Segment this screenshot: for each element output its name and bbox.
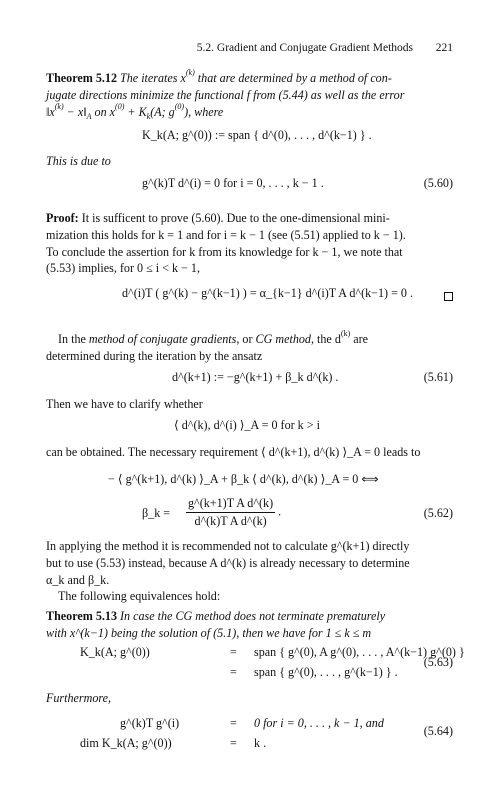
theorem-label: Theorem 5.12 [46,71,117,85]
theorem-text: The iterates $x^{(k)}$ that are determined by a method of con- [120,68,392,85]
clarify-line: Then we have to clarify whether [46,397,203,411]
running-title: 5.2. Gradient and Conjugate Gradient Methods [196,42,413,54]
fraction-beta: $\frac{\text{g\textasciicircum{}(k+1)T A d\textasciicircum{}(k)}}{\text{d\textasciicircum{}(k)T A d\textasciicircum{}(k)}}$ [188,496,274,528]
cg-intro: In the method of conjugate gradients, or CG method, the $d^{(k)}$ are determined during the iteration by the ansatz [46,329,368,363]
furthermore-line: Furthermore, [46,691,112,705]
equation-number: (5.63) [423,655,453,669]
equation-5-60: g^(k)T d^(i) = 0 for i = 0, . . . , k − 1 . (5.60) [142,176,453,190]
page-number: 221 [435,42,453,54]
equation-number: (5.62) [423,506,453,520]
application-paragraph: In applying the method it is recommended not to calculate g^(k+1) directly but to use (5.53) instead, because A d^(k) is already necessary to determine α_k and β_k. The following equivalences hold: [46,539,410,604]
equation-clarify: ⟨ d^(k), d^(i) ⟩_A = 0 for k > i [174,418,320,432]
equation-proof: d^(i)T ( g^(k) − g^(k−1) ) = α_{k−1} d^(i)T A d^(k−1) = 0 . [122,286,414,300]
equation-leads-to: − ⟨ g^(k+1), d^(k) ⟩_A + β_k ⟨ d^(k), d^(k) ⟩_A = 0 ⟺ [108,472,379,486]
theorem-label: Theorem 5.13 [46,609,117,623]
theorem-5-12 [46,70,453,120]
necessary-line: can be obtained. The necessary requirement ⟨ d^(k+1), d^(k) ⟩_A = 0 leads to [46,445,421,459]
proof-label: Proof: [46,211,79,225]
theorem-line-2: jugate directions minimize the functional f from (5.44) as well as the error [46,87,405,102]
theorem-5-13: Theorem 5.13 In case the CG method does not terminate prematurely with x^(k−1) being the solution of (5.1), then we have for 1 ≤ k ≤ m [46,609,386,640]
proof: Proof: It is sufficent to prove (5.60). Due to the one-dimensional mini- mization this holds for k = 1 and for i = k − 1 (see (5.51) applied to k − 1). To conclude the assertion for k from its knowledge for k − 1, we note that (5.53) implies, for 0 ≤ i < k − 1, [46,211,406,276]
equation-number: (5.60) [423,176,453,190]
theorem-line-3: $‖x^{(k)}$ − $x‖_A$ on $x^{(0)} + K_k(A$; $g^{(0)}$), where [46,101,224,121]
equation-number: (5.61) [423,370,453,384]
book-page: 5.2. Gradient and Conjugate Gradient Methods 221 Theorem 5.12 The iterates $x^{(k)}$ that are determined by a method of con- jugate directions minimize the functional f from (5.44) as well as the error $‖x^{(k)}$ − $x‖_A$ on $x^{(0)} + K_k(A$; $g^{(0)}$), where K_k(A; g^(0)) := span { d^(0), . . . , d^(k−1) } . This is due to g^(k)T d^(i) = 0 for i = 0, . . . , k − 1 . (5.60) Proof: It is sufficent to prove (5.60). Due to the one-dimensional mini- mization this holds for k = 1 and for i = k − 1 (see (5.51) applied to k − 1). To conclude the assertion for k from its knowledge for k − 1, we note that (5.53) implies, for 0 ≤ i < k − 1, d^(i)T ( g^(k) − g^(k−1) ) = α_{k−1} d^(i)T A d^(k−1) = 0 . In the method of conjugate gradients, or CG method, the $d^{(k)}$ are determined during the iteration by the ansatz d^(k+1) := −g^(k+1) + β_k d^(k) . (5.61) Then we have to clarify whether ⟨ d^(k), d^(i) ⟩_A = 0 for k > i can be obtained. The necessary requirement ⟨ d^(k+1), d^(k) ⟩_A = 0 leads to − ⟨ g^(k+1), d^(k) ⟩_A + β_k ⟨ d^(k), d^(k) ⟩_A = 0 ⟺ β_k = $\frac{\text{g\textasciicircum{}(k+1)T A d\textasciicircum{}(k)}}{\text{d\textasciicircum{}(k)T A d\textasciicircum{}(k)}}$ . (5.62) In applying the method it is recommended not to calculate g^(k+1) directly but to use (5.53) instead, because A d^(k) is already necessary to determine α_k and β_k. The following equivalences hold: Theorem 5.13 In case the CG method does not terminate prematurely with x^(k−1) being the solution of (5.1), then we have for 1 ≤ k ≤ m K_k(A; g^(0)) = span { g^(0), A g^(0), . . . , A^(k−1) g^(0) } = span { g^(0), . . . , g^(k−1) } . (5.63) Furthermore, g^(k)T g^(i) = 0 for i = 0, . . . , k − 1, and dim K_k(A; g^(0)) = k . (5.64) [0,0,498,800]
equation-5-61: d^(k+1) := −g^(k+1) + β_k d^(k) . (5.61) [172,370,453,384]
equation-krylov-definition: K_k(A; g^(0)) := span { d^(0), . . . , d^(k−1) } . [142,128,372,142]
qed-symbol [444,292,453,301]
equation-number: (5.64) [423,724,453,738]
equation-5-62: β_k = $\frac{\text{g\textasciicircum{}(k+1)T A d\textasciicircum{}(k)}}{\text{d\textasciicircum{}(k)T A d\textasciicircum{}(k)}}$ . (5.62) [142,496,453,528]
due-to-line: This is due to [46,154,111,168]
running-header [0,42,453,58]
